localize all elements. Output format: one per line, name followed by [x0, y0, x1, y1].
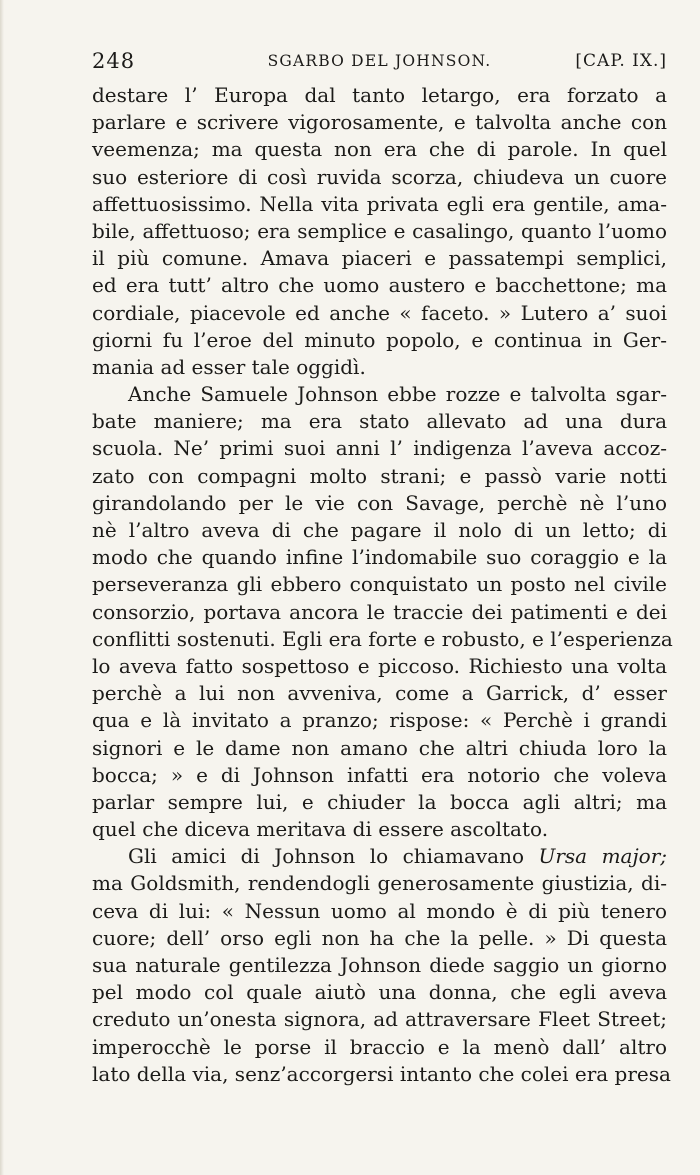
text-line: affettuosissimo. Nella vita privata egli era gentile, ama-: [92, 191, 667, 216]
text-line: ma Goldsmith, rendendogli generosamente giustizia, di-: [92, 871, 667, 896]
text-line: pel modo col quale aiutò una donna, che egli aveva: [92, 980, 667, 1005]
text-line: parlar sempre lui, e chiuder la bocca agli altri; ma: [92, 789, 667, 814]
text-line: perchè a lui non avveniva, come a Garrick, d’ esser: [92, 681, 667, 706]
body-text: [92, 82, 673, 1088]
chapter-label: [CAP. IX.]: [575, 51, 667, 71]
paragraph-3: [92, 843, 671, 1088]
text-line: bate maniere; ma era stato allevato ad una dura: [92, 409, 667, 434]
book-page: [92, 44, 673, 1088]
text-line: nè l’altro aveva di che pagare il nolo di un letto; di: [92, 518, 667, 542]
text-line: lo aveva fatto sospettoso e piccoso. Richiesto una volta: [92, 653, 667, 678]
text-line: mania ad esser tale oggidì.: [92, 354, 366, 379]
page-header: [92, 44, 667, 78]
page-number: 248: [92, 49, 136, 73]
text-line: zato con compagni molto strani; e passò varie notti: [92, 463, 667, 488]
text-line: perseveranza gli ebbero conquistato un posto nel civile: [92, 572, 667, 597]
page-edge-shadow: [0, 0, 4, 1175]
running-head: SGARBO DEL JOHNSON.: [267, 52, 492, 70]
text-line: parlare e scrivere vigorosamente, e talvolta anche con: [92, 110, 667, 135]
paragraph-1: [92, 82, 667, 381]
text-line: [92, 843, 667, 870]
text-line: scuola. Ne’ primi suoi anni l’ indigenza l’aveva accoz-: [92, 436, 667, 461]
text-line: il più comune. Amava piaceri e passatempi semplici,: [92, 246, 667, 271]
text-line: destare l’ Europa dal tanto letargo, era forzato a: [92, 83, 667, 107]
text-line: Anche Samuele Johnson ebbe rozze e talvolta sgar-: [128, 382, 667, 407]
text-line: cuore; dell’ orso egli non ha che la pelle. » Di questa: [92, 925, 667, 950]
text-line: sua naturale gentilezza Johnson diede saggio un giorno: [92, 953, 667, 977]
text-line: quel che diceva meritava di essere ascoltato.: [92, 817, 549, 842]
italic-phrase: Ursa major;: [538, 844, 667, 869]
text-line: consorzio, portava ancora le traccie dei patimenti e dei: [92, 599, 667, 624]
text-line: bocca; » e di Johnson infatti era notorio che voleva: [92, 762, 667, 787]
text-line: ceva di lui: « Nessun uomo al mondo è di più tenero: [92, 898, 667, 923]
text-line: veemenza; ma questa non era che di parole. In quel: [92, 137, 667, 162]
text-run: Gli amici di Johnson lo chiamavano: [128, 844, 525, 869]
text-line: imperocchè le porse il braccio e la menò dall’ altro: [92, 1034, 667, 1059]
text-line: suo esteriore di così ruvida scorza, chiudeva un cuore: [92, 164, 667, 189]
paragraph-2: [92, 381, 673, 843]
text-line: modo che quando infine l’indomabile suo coraggio e la: [92, 545, 667, 570]
text-line: conflitti sostenuti. Egli era forte e robusto, e l’esperienza: [92, 626, 673, 651]
text-line: cordiale, piacevole ed anche « faceto. » Lutero a’ suoi: [92, 300, 667, 325]
text-line: giorni fu l’eroe del minuto popolo, e continua in Ger-: [92, 327, 667, 352]
text-line: girandolando per le vie con Savage, perchè nè l’uno: [92, 490, 667, 515]
text-line: signori e le dame non amano che altri chiuda loro la: [92, 735, 667, 760]
text-line: creduto un’onesta signora, ad attraversare Fleet Street;: [92, 1007, 667, 1032]
text-line: bile, affettuoso; era semplice e casalingo, quanto l’uomo: [92, 218, 667, 243]
text-line: lato della via, senz’accorgersi intanto che colei era presa: [92, 1061, 671, 1086]
text-line: ed era tutt’ altro che uomo austero e bacchettone; ma: [92, 273, 667, 298]
text-line: qua e là invitato a pranzo; rispose: « Perchè i grandi: [92, 708, 667, 733]
